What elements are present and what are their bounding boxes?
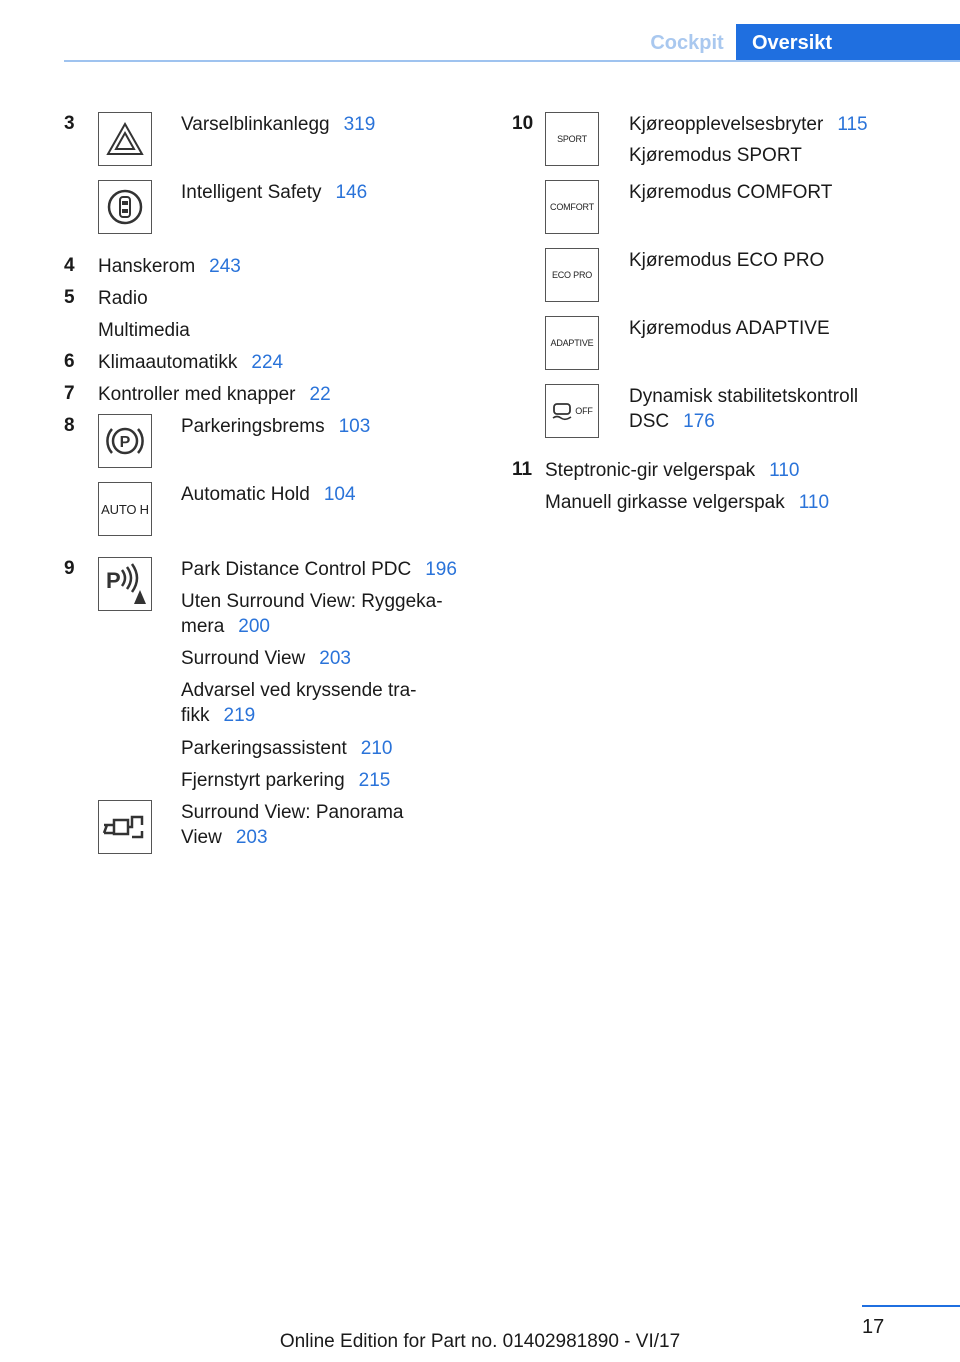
- svg-text:P: P: [119, 434, 131, 451]
- item-number-11: 11: [512, 459, 533, 480]
- entry-ryggekamera: Uten Surround View: Ryggeka- mera 200: [181, 591, 443, 637]
- page-number: 17: [862, 1316, 885, 1338]
- entry-kjoreopplevelsesbryter: Kjøreopplevelsesbryter 115: [629, 114, 868, 135]
- page-ref-link[interactable]: 22: [309, 384, 331, 405]
- page-ref-link[interactable]: 110: [769, 460, 800, 481]
- entry-automatic-hold: Automatic Hold 104: [181, 484, 356, 505]
- tab-cockpit[interactable]: Cockpit: [650, 32, 724, 54]
- entry-klimaautomatikk: Klimaautomatikk 224: [98, 352, 284, 373]
- hazard-warning-icon: [98, 112, 152, 166]
- entry-dsc: Dynamisk stabilitetskontroll DSC 176: [629, 386, 859, 432]
- entry-panorama-view: Surround View: Panorama View 203: [181, 802, 404, 848]
- page-ref-link[interactable]: 203: [235, 827, 268, 848]
- entry-hanskerom: Hanskerom 243: [98, 256, 241, 277]
- page-ref-link[interactable]: 215: [358, 770, 391, 791]
- entry-advarsel: Advarsel ved kryssende tra- fikk 219: [181, 680, 417, 726]
- comfort-mode-icon: COMFORT: [545, 180, 599, 234]
- item-number-10: 10: [512, 113, 534, 134]
- entry-radio: Radio: [98, 288, 148, 309]
- entry-parkeringsassistent: Parkeringsassistent 210: [181, 738, 393, 759]
- entry-surround-view: Surround View 203: [181, 648, 351, 669]
- auto-hold-icon: AUTO H: [98, 482, 152, 536]
- svg-text:P: P: [106, 568, 121, 593]
- intelligent-safety-icon: [98, 180, 152, 234]
- adaptive-mode-icon: ADAPTIVE: [545, 316, 599, 370]
- eco-pro-mode-icon: ECO PRO: [545, 248, 599, 302]
- entry-manuell: Manuell girkasse velgerspak 110: [545, 492, 830, 513]
- page-ref-link[interactable]: 104: [323, 484, 356, 505]
- item-number-5: 5: [64, 287, 75, 308]
- entry-steptronic: Steptronic-gir velgerspak 110: [545, 460, 800, 481]
- entry-intelligent-safety: Intelligent Safety 146: [181, 182, 368, 203]
- entry-adaptive: Kjøremodus ADAPTIVE: [629, 318, 830, 339]
- item-number-7: 7: [64, 383, 75, 404]
- entry-pdc: Park Distance Control PDC 196: [181, 559, 457, 580]
- page-ref-link[interactable]: 219: [223, 705, 256, 726]
- edition-footer: Online Edition for Part no. 01402981890 - VI/17: [279, 1331, 681, 1352]
- panorama-view-icon: [98, 800, 152, 854]
- park-distance-control-icon: [98, 557, 152, 611]
- page-ref-link[interactable]: 103: [338, 416, 371, 437]
- entry-parkeringsbrems: Parkeringsbrems 103: [181, 416, 371, 437]
- item-number-8: 8: [64, 415, 75, 436]
- item-number-4: 4: [64, 255, 75, 276]
- entry-eco-pro: Kjøremodus ECO PRO: [629, 250, 825, 271]
- page-ref-link[interactable]: 203: [319, 648, 351, 669]
- dsc-off-icon: OFF: [545, 384, 599, 438]
- item-number-6: 6: [64, 351, 75, 372]
- entry-multimedia: Multimedia: [98, 320, 190, 341]
- page-ref-link[interactable]: 196: [425, 559, 457, 580]
- footer-divider: [862, 1305, 960, 1307]
- tab-oversikt[interactable]: Oversikt: [736, 24, 960, 62]
- entry-sport: Kjøremodus SPORT: [629, 145, 802, 166]
- page-ref-link[interactable]: 176: [683, 411, 715, 432]
- page-ref-link[interactable]: 115: [837, 114, 868, 135]
- page-ref-link[interactable]: 200: [238, 616, 270, 637]
- parking-brake-icon: [98, 414, 152, 468]
- page-ref-link[interactable]: 224: [251, 352, 284, 373]
- item-number-9: 9: [64, 558, 75, 579]
- entry-kontroller: Kontroller med knapper 22: [98, 384, 331, 405]
- page-ref-link[interactable]: 110: [798, 492, 830, 513]
- sport-mode-icon: SPORT: [545, 112, 599, 166]
- page-ref-link[interactable]: 319: [343, 114, 376, 135]
- page-ref-link[interactable]: 146: [335, 182, 368, 203]
- entry-fjernstyrt: Fjernstyrt parkering 215: [181, 770, 391, 791]
- entry-comfort: Kjøremodus COMFORT: [629, 182, 833, 203]
- item-number-3: 3: [64, 113, 75, 134]
- page-ref-link[interactable]: 210: [360, 738, 393, 759]
- page-ref-link[interactable]: 243: [209, 256, 241, 277]
- entry-varselblinkanlegg: Varselblinkanlegg 319: [181, 114, 376, 135]
- header-divider: [64, 60, 960, 62]
